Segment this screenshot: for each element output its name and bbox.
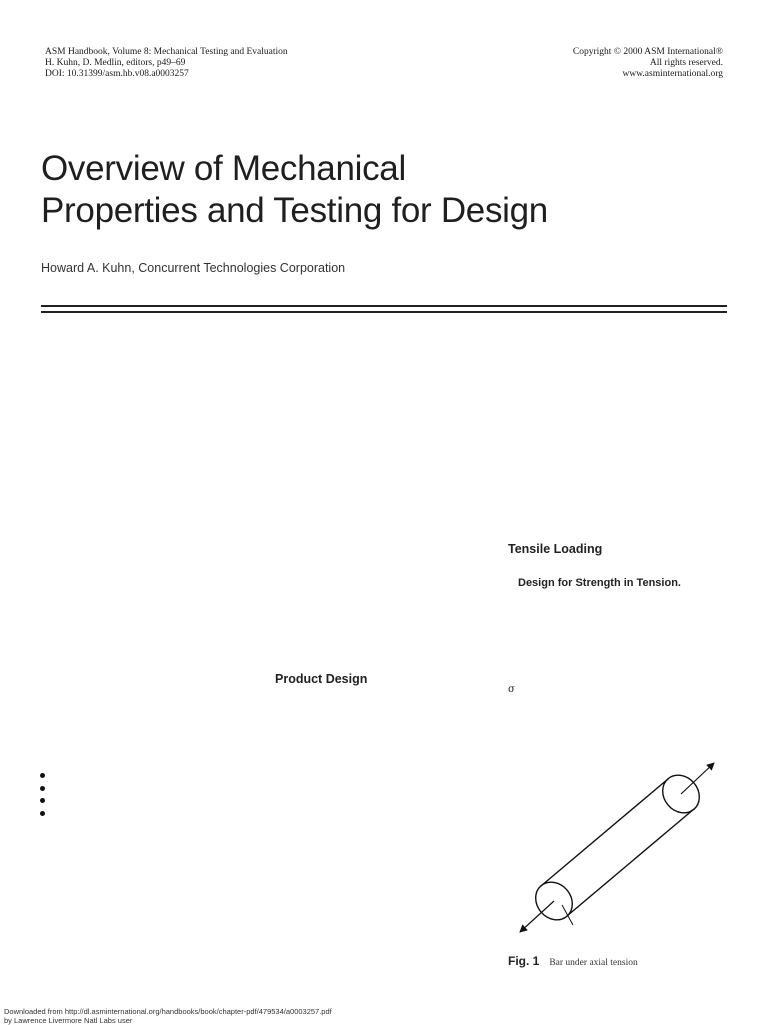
citation-header	[45, 47, 288, 80]
citation-line: H. Kuhn, D. Medlin, editors, p49–69	[45, 58, 288, 69]
bullet-dot	[40, 773, 45, 778]
author-line: Howard A. Kuhn, Concurrent Technologies Corporation	[41, 261, 345, 275]
section-heading-product-design: Product Design	[275, 672, 367, 686]
footer-line: Downloaded from http://dl.asminternational.org/handbooks/book/chapter-pdf/479534/a0003257.pdf	[4, 1008, 332, 1017]
citation-line: ASM Handbook, Volume 8: Mechanical Testing and Evaluation	[45, 47, 288, 58]
figure-caption-text: Bar under axial tension	[549, 958, 637, 968]
title-divider-top	[41, 305, 727, 307]
title-line: Overview of Mechanical	[41, 148, 548, 190]
download-footer	[4, 1008, 332, 1025]
copyright-url: www.asminternational.org	[573, 69, 723, 80]
article-title	[41, 148, 548, 232]
figure-caption	[508, 952, 638, 970]
bullet-dot	[40, 798, 45, 803]
subsection-heading-design-strength: Design for Strength in Tension.	[518, 577, 681, 589]
bullet-list	[40, 773, 50, 823]
bar-tension-figure	[500, 755, 730, 940]
footer-line: by Lawrence Livermore Natl Labs user	[4, 1017, 332, 1025]
figure-number: Fig. 1	[508, 954, 539, 968]
copyright-header	[573, 47, 723, 80]
copyright-line: All rights reserved.	[573, 58, 723, 69]
section-heading-tensile-loading: Tensile Loading	[508, 542, 602, 556]
bullet-dot	[40, 786, 45, 791]
bullet-dot	[40, 811, 45, 816]
bar-cylinder	[528, 768, 707, 927]
title-divider-bottom	[41, 311, 727, 313]
citation-line: DOI: 10.31399/asm.hb.v08.a0003257	[45, 69, 288, 80]
title-line: Properties and Testing for Design	[41, 190, 548, 232]
copyright-line: Copyright © 2000 ASM International®	[573, 47, 723, 58]
sigma-symbol: σ	[508, 684, 515, 695]
